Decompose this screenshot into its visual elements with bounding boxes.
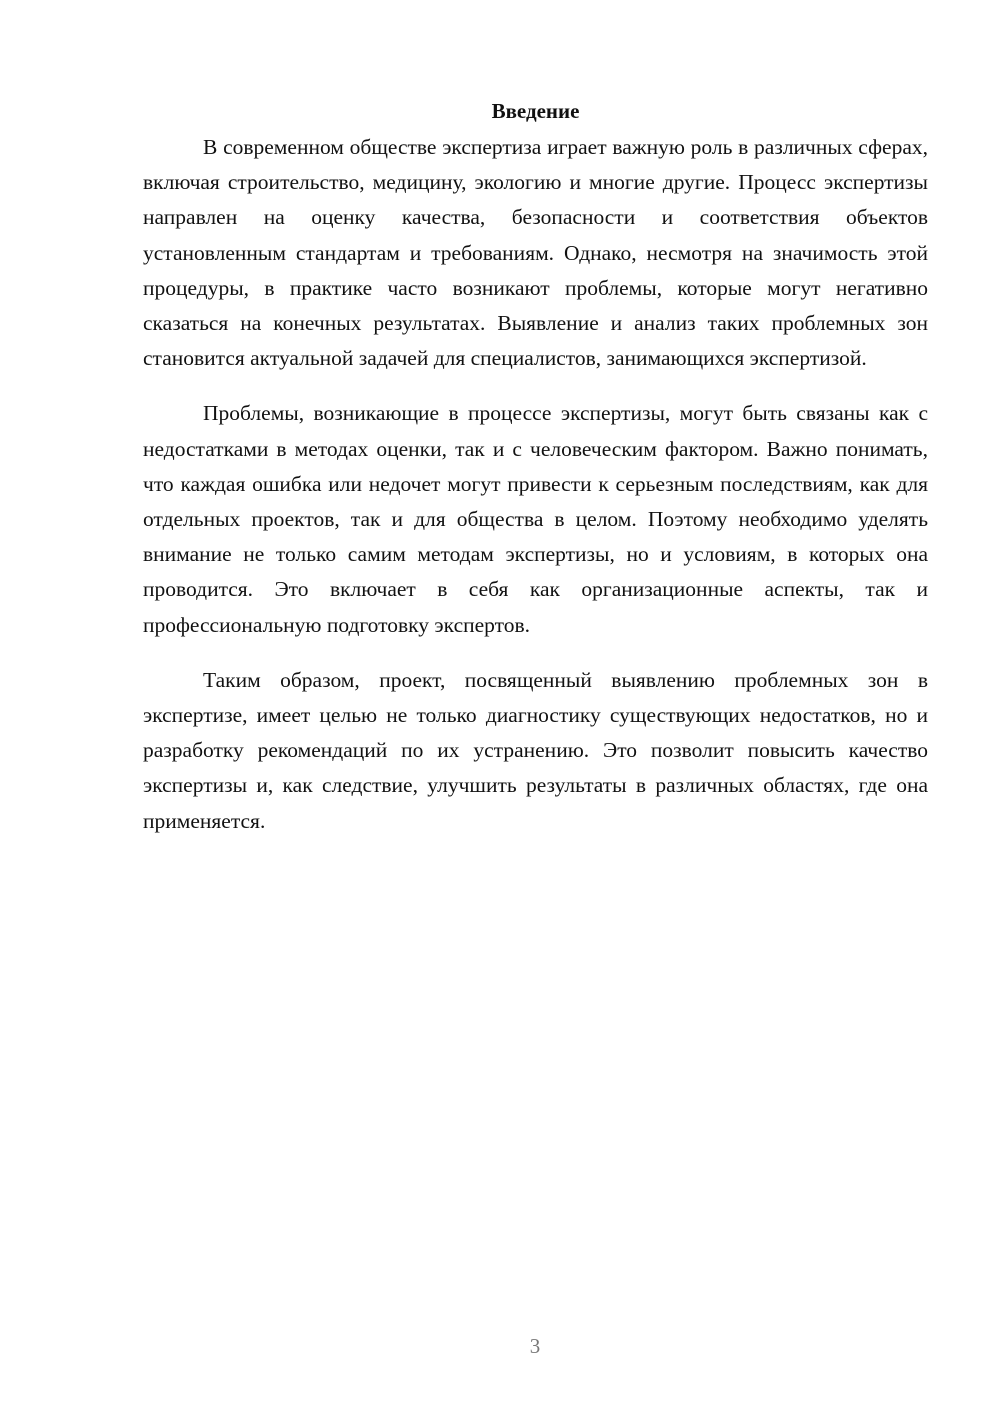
page-number: 3 (529, 1334, 541, 1358)
paragraph-3: Таким образом, проект, посвященный выявлению проблемных зон в экспертизе, имеет целью не только диагностику существующих недостатков, но и разработку рекомендаций по их устранению. Это позволит повысить качество экспертизы и, как следствие, улучшить результаты в различных областях, где она применяется. (143, 667, 928, 833)
paragraph-1: В современном обществе экспертиза играет важную роль в различных сферах, включая строительство, медицину, экологию и многие другие. Процесс экспертизы направлен на оценку качества, безопасности и соответствия объектов установленным стандартам и требованиям. Однако, несмотря на значимость этой процедуры, в практике часто возникают проблемы, которые могут негативно сказаться на конечных результатах. Выявление и анализ таких проблемных зон становится актуальной задачей для специалистов, занимающихся экспертизой. (143, 135, 928, 371)
paragraph-2: Проблемы, возникающие в процессе экспертизы, могут быть связаны как с недостатками в методах оценки, так и с человеческим фактором. Важно понимать, что каждая ошибка или недочет могут привести к серьезным последствиям, как для отдельных проектов, так и для общества в целом. Поэтому необходимо уделять внимание не только самим методам экспертизы, но и условиям, в которых она проводится. Это включает в себя как организационные аспекты, так и профессиональную подготовку экспертов. (143, 401, 928, 637)
page-content (143, 96, 928, 859)
section-title: Введение (491, 99, 580, 123)
